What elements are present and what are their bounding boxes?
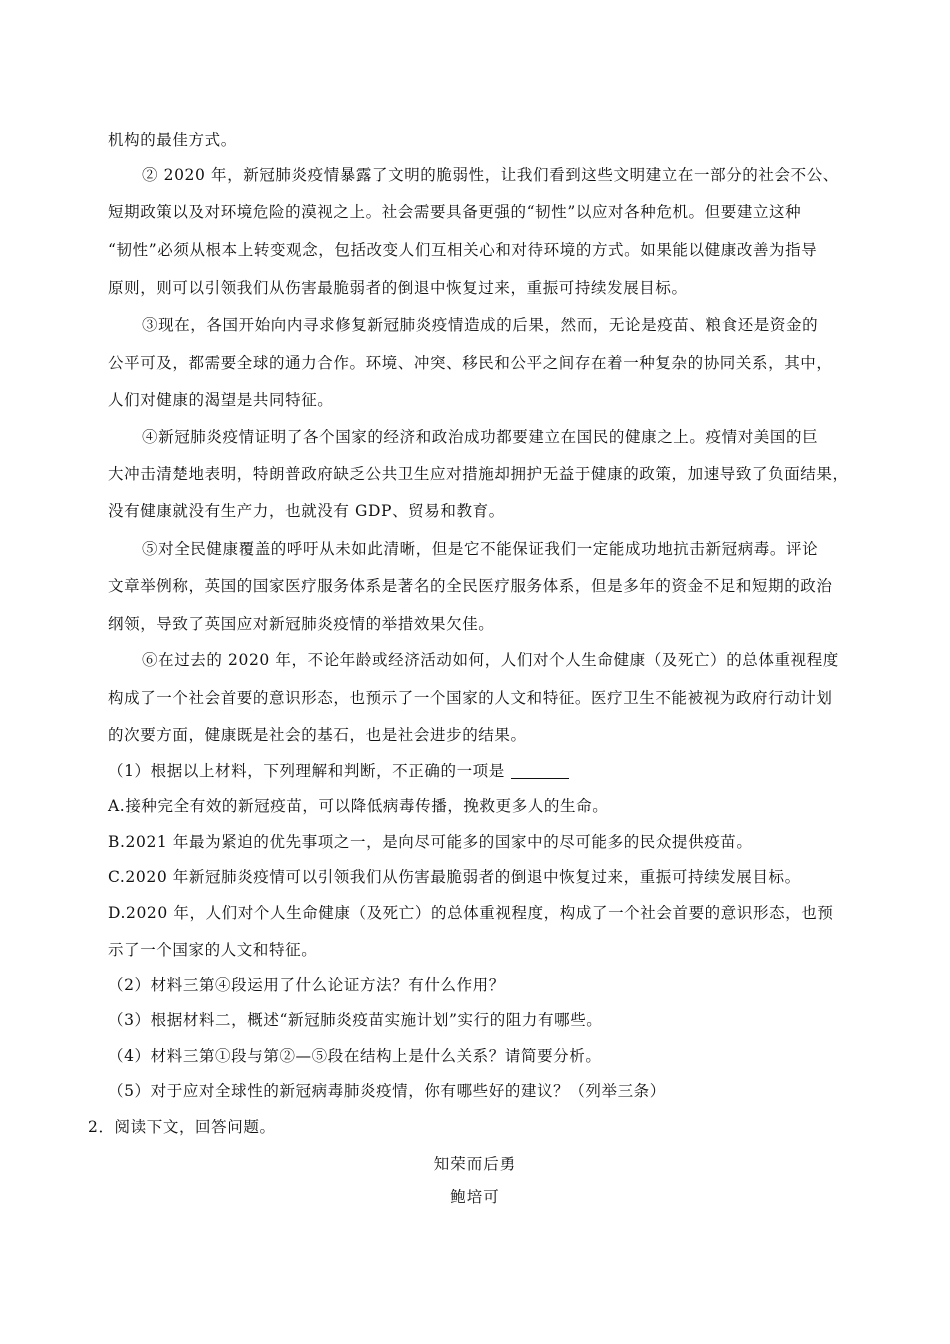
option-c: C.2020 年新冠肺炎疫情可以引领我们从伤害最脆弱者的倒退中恢复过来，重振可持续发展目标。 bbox=[108, 868, 801, 886]
paragraph-4-line: 没有健康就没有生产力，也就没有 GDP、贸易和教育。 bbox=[108, 502, 505, 520]
paragraph-4-line: ④新冠肺炎疫情证明了各个国家的经济和政治成功都要建立在国民的健康之上。疫情对美国的巨 bbox=[142, 428, 819, 446]
question-2: （2）材料三第④段运用了什么论证方法？有什么作用？ bbox=[108, 976, 505, 994]
item-2-prompt: 2．阅读下文，回答问题。 bbox=[88, 1118, 276, 1136]
option-b: B.2021 年最为紧迫的优先事项之一，是向尽可能多的国家中的尽可能多的民众提供疫苗。 bbox=[108, 833, 753, 851]
paragraph-5-line: 文章举例称，英国的国家医疗服务体系是著名的全民医疗服务体系，但是多年的资金不足和短期的政治 bbox=[108, 577, 833, 595]
paragraph-2-line: “韧性”必须从根本上转变观念，包括改变人们互相关心和对待环境的方式。如果能以健康改善为指导 bbox=[108, 241, 818, 259]
paragraph-3-line: 公平可及，都需要全球的通力合作。环境、冲突、移民和公平之间存在着一种复杂的协同关系，其中， bbox=[108, 354, 833, 372]
paragraph-3-line: 人们对健康的渴望是共同特征。 bbox=[108, 391, 334, 409]
option-d-line: D.2020 年，人们对个人生命健康（及死亡）的总体重视程度，构成了一个社会首要的意识形态，也预 bbox=[108, 904, 834, 922]
paragraph-2-line: 原则，则可以引领我们从伤害最脆弱者的倒退中恢复过来，重振可持续发展目标。 bbox=[108, 279, 688, 297]
article-author: 鲍培可 bbox=[450, 1188, 500, 1206]
paragraph-5-line: 纲领，导致了英国应对新冠肺炎疫情的举措效果欠佳。 bbox=[108, 615, 495, 633]
question-5: （5）对于应对全球性的新冠病毒肺炎疫情，你有哪些好的建议？（列举三条） bbox=[108, 1082, 666, 1100]
question-1 bbox=[108, 760, 868, 782]
article-title: 知荣而后勇 bbox=[433, 1155, 517, 1173]
question-3: （3）根据材料二，概述“新冠肺炎疫苗实施计划”实行的阻力有哪些。 bbox=[108, 1011, 603, 1029]
paragraph-4-line: 大冲击清楚地表明，特朗普政府缺乏公共卫生应对措施却拥护无益于健康的政策，加速导致了负面结果， bbox=[108, 465, 849, 483]
paragraph-1-tail: 机构的最佳方式。 bbox=[108, 131, 237, 149]
option-a: A.接种完全有效的新冠疫苗，可以降低病毒传播，挽救更多人的生命。 bbox=[108, 797, 609, 815]
option-d-line: 示了一个国家的人文和特征。 bbox=[108, 941, 318, 959]
paragraph-2-line: ② 2020 年，新冠肺炎疫情暴露了文明的脆弱性，让我们看到这些文明建立在一部分的社会不公、 bbox=[142, 166, 839, 184]
question-4: （4）材料三第①段与第②—⑤段在结构上是什么关系？请简要分析。 bbox=[108, 1047, 602, 1065]
question-1-text: （1）根据以上材料，下列理解和判断，不正确的一项是 bbox=[108, 762, 505, 780]
paragraph-6-line: 的次要方面，健康既是社会的基石，也是社会进步的结果。 bbox=[108, 726, 527, 744]
paragraph-6-line: 构成了一个社会首要的意识形态，也预示了一个国家的人文和特征。医疗卫生不能被视为政府行动计划 bbox=[108, 689, 833, 707]
paragraph-6-line: ⑥在过去的 2020 年，不论年龄或经济活动如何，人们对个人生命健康（及死亡）的总体重视程度 bbox=[142, 651, 839, 669]
paragraph-2-line: 短期政策以及对环境危险的漠视之上。社会需要具备更强的“韧性”以应对各种危机。但要建立这种 bbox=[108, 203, 802, 221]
answer-blank[interactable] bbox=[511, 762, 569, 779]
paragraph-3-line: ③现在，各国开始向内寻求修复新冠肺炎疫情造成的后果，然而，无论是疫苗、粮食还是资金的 bbox=[142, 316, 819, 334]
paragraph-5-line: ⑤对全民健康覆盖的呼吁从未如此清晰，但是它不能保证我们一定能成功地抗击新冠病毒。评论 bbox=[142, 540, 819, 558]
